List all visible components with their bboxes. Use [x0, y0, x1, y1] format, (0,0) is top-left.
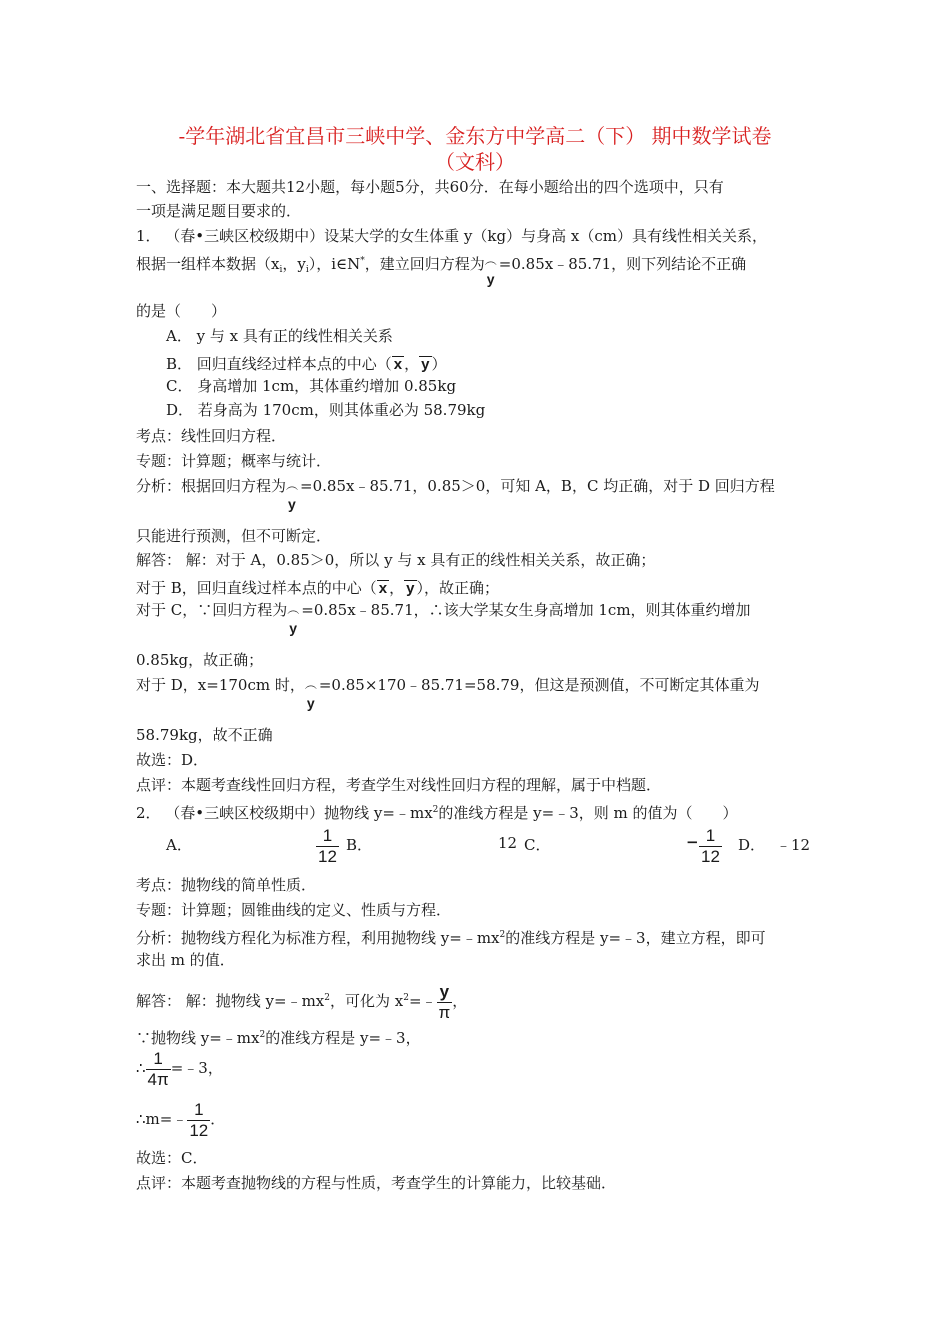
fraction-1-over-4pi: $\frac{1}{4\pi}$: [147, 1048, 169, 1089]
q2-guxuan: 故选：C．: [136, 1149, 208, 1167]
q1-fenxi-1: 分析：根据回归方程为 ︵ y =0.85x﹣85.71，0.85＞0，可知 A，B，C 均正确，对于 D 回归方程: [136, 477, 775, 512]
q2-options: [0, 826, 950, 870]
y-hat-symbol: ︵ y: [484, 253, 497, 287]
q1-option-b: B． 回归直线经过样本点的中心（ x ， y ）: [166, 355, 447, 373]
fraction-y-over-pi: $\frac{y}{\pi}$: [438, 981, 451, 1022]
y-bar-symbol: y: [406, 580, 415, 597]
q2-dianping: 点评：本题考查抛物线的方程与性质，考查学生的计算能力，比较基础．: [136, 1174, 617, 1192]
y-hat-symbol: ︵ y: [286, 478, 299, 512]
q2-fenxi-2: 求出 m 的值．: [136, 951, 235, 969]
q1-stem-1: 1． （春•三峡区校级期中）设某大学的女生体重 y（kg）与身高 x（cm）具有线性相关关系，: [136, 227, 767, 245]
q2-stem: 2． （春•三峡区校级期中）抛物线 $y=﹣mx^2$的准线方程是 y=﹣3，则 m 的值为（ ）: [136, 804, 738, 822]
q1-jieda-4: 0.85kg，故正确；: [136, 651, 264, 669]
q1-jieda-1: 解答： 解：对于 A，0.85＞0，所以 y 与 x 具有正的线性相关关系，故正确；: [136, 551, 656, 569]
q1-jieda-5: 对于 D，x=170cm 时， ︵ y =0.85×170﹣85.71=58.79，但这是预测值，不可断定其体重为: [136, 676, 760, 711]
q1-dianping: 点评：本题考查线性回归方程，考查学生对线性回归方程的理解，属于中档题．: [136, 776, 662, 794]
y-hat-symbol: ︵ y: [304, 677, 317, 711]
q2-option-d-label: D．: [738, 836, 766, 854]
q2-kaodian: 考点：抛物线的简单性质．: [136, 876, 317, 894]
document-title-line1: -学年湖北省宜昌市三峡中学、金东方中学高二（下） 期中数学试卷: [178, 124, 772, 148]
q1-jieda-3: 对于 C，∵回归方程为 ︵ y =0.85x﹣85.71，∴该大学某女生身高增加 1cm，则其体重约增加: [136, 601, 751, 636]
q2-option-b-value: 12: [498, 834, 518, 852]
q2-fenxi-1: 分析：抛物线方程化为标准方程，利用抛物线 $y=﹣mx^2$的准线方程是 y=﹣3，建立方程，即可: [136, 929, 766, 947]
q2-option-a-label: A．: [166, 836, 192, 854]
q2-jieda-3: ∴ $\frac{1}{4\pi}$ =﹣3，: [136, 1048, 223, 1089]
q1-kaodian: 考点：线性回归方程．: [136, 427, 287, 445]
q2-option-c-fraction: $\frac{1}{12}$: [701, 826, 720, 866]
document-title-line2: （文科）: [435, 150, 515, 174]
q2-jieda-4: ∴m=﹣ $\frac{1}{12}$ ．: [136, 1099, 226, 1140]
q1-stem-2: 根据一组样本数据（$x_i$，$y_i$），i∈N*，建立回归方程为 ︵ y =0.85x﹣85.71，则下列结论不正确: [136, 253, 747, 287]
q2-option-c-minus: −: [686, 833, 699, 851]
q1-fenxi-2: 只能进行预测，但不可断定．: [136, 527, 332, 545]
q2-option-a-fraction: $\frac{1}{12}$: [318, 826, 337, 866]
q1-jieda-6: 58.79kg，故不正确: [136, 726, 273, 744]
q1-jieda-2: 对于 B，回归直线过样本点的中心（ x ， y ），故正确；: [136, 579, 500, 597]
section-instructions-2: 一项是满足题目要求的．: [136, 202, 302, 220]
q1-zhuanti: 专题：计算题；概率与统计．: [136, 452, 332, 470]
q2-zhuanti: 专题：计算题；圆锥曲线的定义、性质与方程．: [136, 901, 452, 919]
q2-option-c-label: C．: [524, 836, 551, 854]
q2-option-b-label: B．: [346, 836, 373, 854]
q1-stem-3: 的是（ ）: [136, 302, 227, 320]
q1-guxuan: 故选：D．: [136, 751, 209, 769]
q2-jieda-1: 解答： 解：抛物线 $y=﹣mx^2$，可化为 $x^2=﹣$ $\frac{y}{\pi}$ ，: [136, 981, 468, 1022]
fraction-1-over-12: $\frac{1}{12}$: [189, 1099, 209, 1140]
y-bar-symbol: y: [421, 356, 430, 373]
q1-option-a: A． y 与 x 具有正的线性相关关系: [166, 327, 393, 345]
q2-jieda-2: ∵抛物线 $y=﹣mx^2$的准线方程是 y=﹣3，: [136, 1029, 421, 1047]
q1-option-d: D． 若身高为 170cm，则其体重必为 58.79kg: [166, 401, 486, 419]
x-bar-symbol: x: [378, 580, 388, 597]
q1-option-c: C． 身高增加 1cm，其体重约增加 0.85kg: [166, 377, 457, 395]
q2-option-d-value: ﹣12: [776, 836, 811, 854]
section-instructions-1: 一、选择题：本大题共12小题，每小题5分，共60分．在每小题给出的四个选项中，只有: [136, 178, 724, 196]
y-hat-symbol: ︵ y: [287, 602, 300, 636]
x-bar-symbol: x: [393, 356, 403, 373]
